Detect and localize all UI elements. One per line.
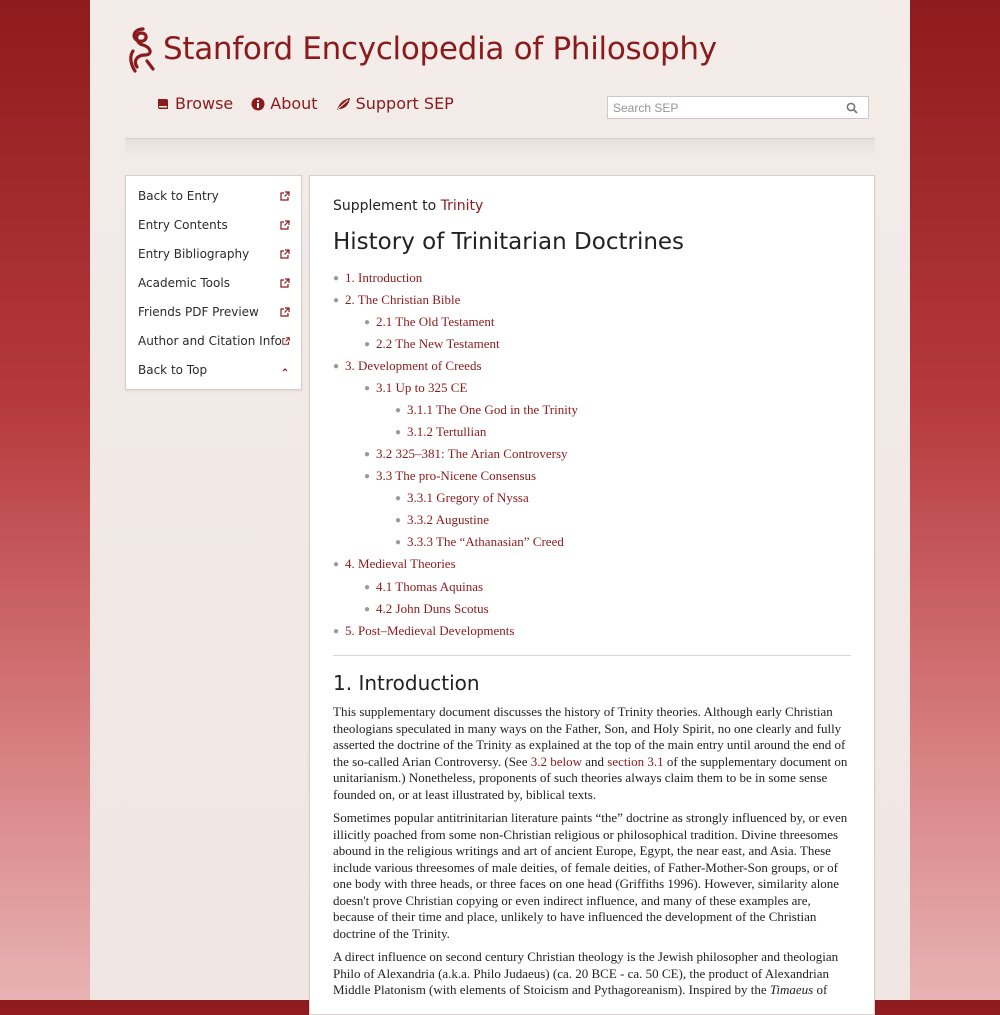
- toc-link[interactable]: [395, 512, 489, 528]
- sidebar-item-label: Entry Bibliography: [138, 247, 250, 261]
- toc-bullet: ●: [395, 427, 402, 438]
- toc-link-text: 3. Development of Creeds: [345, 358, 482, 373]
- book-icon: [156, 97, 170, 111]
- section-3-1-link[interactable]: section 3.1: [607, 753, 664, 769]
- toc-link-text: 3.1 Up to 325 CE: [376, 380, 468, 395]
- toc-link-text: 5. Post–Medieval Developments: [345, 623, 515, 638]
- toc-bullet: ●: [333, 361, 340, 372]
- external-link-icon: [280, 249, 290, 259]
- sidebar-item-author-citation-info[interactable]: [138, 331, 290, 351]
- toc-bullet: ●: [395, 405, 402, 416]
- caret-up-icon: [280, 365, 290, 375]
- toc-link[interactable]: [364, 446, 568, 462]
- external-link-icon: [280, 307, 290, 317]
- toc-link-text: 3.2 325–381: The Arian Controversy: [376, 446, 568, 461]
- about-nav-button[interactable]: [251, 94, 317, 113]
- toc-link-text: 3.3.3 The “Athanasian” Creed: [407, 534, 564, 549]
- toc-link-text: 4. Medieval Theories: [345, 556, 456, 571]
- paragraph-text: A direct influence on second century Christian theology is the Jewish philosopher and theologian Philo of Alexandria (a.k.a. Philo Judaeus) (ca. 20 BCE - ca. 50 CE), the product of Alexandrian Middle Platonism (with elements of Stoicism and Pythagoreanism). Inspired by the: [333, 949, 839, 997]
- external-link-icon: [280, 278, 290, 288]
- trinity-link[interactable]: Trinity: [440, 198, 484, 214]
- toc-link-text: 1. Introduction: [345, 270, 423, 285]
- section-heading: 1. Introduction: [333, 671, 480, 695]
- support-label: Support SEP: [355, 94, 454, 113]
- toc-link[interactable]: [333, 292, 460, 308]
- sidebar-item-label: Entry Contents: [138, 218, 228, 232]
- toc-bullet: ●: [333, 559, 340, 570]
- toc-link-text: 3.1.2 Tertullian: [407, 424, 487, 439]
- toc-link[interactable]: [395, 534, 564, 550]
- sidebar-item-label: Back to Top: [138, 363, 208, 377]
- about-label: About: [270, 94, 318, 113]
- toc-bullet: ●: [333, 626, 340, 637]
- paragraph-text: of the supplementary document on unitarianism.) Nonetheless, proponents of such theories always claim them to be in some sense founded on, or at least illustrated by, biblical texts.: [333, 753, 848, 802]
- paragraph: Sometimes popular antitrinitarian literature paints “the” doctrine as strongly influenced by, or even illicitly poached from some non-Christian religious or philosophical tradition. Divine threesomes abound in the religious writings and art of ancient Europe, Egypt, the near east, and Asia. These include various threesomes of male deities, of female deities, of Father-Mother-Son groups, or of one body with three heads, or three faces on one head (Griffiths 1996). However, similarity alone doesn't prove Christian copying or even indirect influence, and many of these examples are, because of their time and place, unlikely to have influenced the development of the Christian doctrine of the Trinity.: [333, 810, 848, 941]
- toc-bullet: ●: [364, 604, 371, 615]
- emphasis-text: Timaeus: [769, 982, 814, 997]
- sidebar-item-back-to-top[interactable]: [138, 360, 290, 380]
- toc-link[interactable]: [395, 490, 529, 506]
- toc-link-text: 2. The Christian Bible: [345, 292, 461, 307]
- paragraph: [333, 949, 853, 999]
- toc-bullet: ●: [395, 515, 402, 526]
- toc-link[interactable]: [364, 380, 467, 396]
- section-3-2-link[interactable]: 3.2 below: [530, 753, 582, 769]
- paragraph-text: This supplementary document discusses the history of Trinity theories. Although early Christian theologians speculated in many ways on the Father, Son, and Holy Spirit, no one clearly and fully asserted the doctrine of the Trinity as explained at the top of the main entry until around the end of the so-called Arian Controversy. (See: [333, 704, 846, 769]
- page-container: [90, 0, 910, 1000]
- header-shadow: [125, 139, 875, 157]
- sidebar-item-academic-tools[interactable]: [138, 273, 290, 293]
- toc-link[interactable]: [364, 336, 500, 352]
- sidebar: [125, 175, 302, 390]
- toc-link[interactable]: [395, 424, 486, 440]
- support-nav-button[interactable]: [336, 94, 454, 113]
- site-title[interactable]: Stanford Encyclopedia of Philosophy: [163, 31, 717, 67]
- toc-link[interactable]: [364, 314, 495, 330]
- sidebar-item-entry-contents[interactable]: [138, 215, 290, 235]
- paragraph-text: and: [582, 753, 608, 769]
- page-title: History of Trinitarian Doctrines: [333, 229, 685, 255]
- toc-bullet: ●: [395, 537, 402, 548]
- sidebar-item-label: Academic Tools: [138, 276, 230, 290]
- toc-link-text: 3.1.1 The One God in the Trinity: [407, 402, 578, 417]
- external-link-icon: [280, 191, 290, 201]
- toc-bullet: ●: [364, 383, 371, 394]
- toc-link[interactable]: [333, 556, 456, 572]
- search-box: [607, 96, 869, 119]
- toc-link-text: 2.1 The Old Testament: [376, 314, 495, 329]
- toc-link[interactable]: [395, 402, 578, 418]
- sidebar-item-friends-pdf-preview[interactable]: [138, 302, 290, 322]
- toc-link-text: 4.2 John Duns Scotus: [376, 601, 489, 616]
- toc-link[interactable]: [333, 358, 482, 374]
- toc-bullet: ●: [333, 295, 340, 306]
- toc-bullet: ●: [364, 339, 371, 350]
- toc-link[interactable]: [364, 579, 483, 595]
- supplement-line: [333, 198, 483, 214]
- info-circle-icon: [251, 97, 265, 111]
- paragraph-text: of: [813, 982, 828, 997]
- search-input[interactable]: [608, 97, 843, 118]
- toc-bullet: ●: [364, 471, 371, 482]
- toc-bullet: ●: [364, 317, 371, 328]
- sidebar-item-back-to-entry[interactable]: [138, 186, 290, 206]
- toc-link[interactable]: [333, 623, 514, 639]
- sidebar-item-label: Back to Entry: [138, 189, 219, 203]
- paragraph: [333, 704, 853, 803]
- toc-link[interactable]: [364, 601, 489, 617]
- sidebar-item-entry-bibliography[interactable]: [138, 244, 290, 264]
- toc-link-text: 3.3.2 Augustine: [407, 512, 490, 527]
- search-icon[interactable]: [846, 102, 858, 114]
- leaf-icon: [336, 97, 351, 111]
- toc-link[interactable]: [333, 270, 422, 286]
- toc-link-text: 3.3.1 Gregory of Nyssa: [407, 490, 529, 505]
- toc-bullet: ●: [364, 582, 371, 593]
- toc-link[interactable]: [364, 468, 536, 484]
- external-link-icon: [282, 336, 290, 346]
- toc-bullet: ●: [333, 273, 340, 284]
- browse-label: Browse: [175, 94, 234, 113]
- sidebar-item-label: Author and Citation Info: [138, 334, 282, 348]
- sep-logo-icon: [123, 25, 157, 73]
- supplement-prefix: Supplement to: [333, 198, 437, 214]
- toc-link-text: 2.2 The New Testament: [376, 336, 500, 351]
- toc-link-text: 3.3 The pro-Nicene Consensus: [376, 468, 537, 483]
- sidebar-item-label: Friends PDF Preview: [138, 305, 259, 319]
- main-nav: [156, 94, 454, 113]
- toc-bullet: ●: [364, 449, 371, 460]
- browse-nav-button[interactable]: [156, 94, 233, 113]
- section-divider: [333, 655, 851, 656]
- toc-link-text: 4.1 Thomas Aquinas: [376, 579, 484, 594]
- article-panel: [309, 175, 875, 1015]
- toc-bullet: ●: [395, 493, 402, 504]
- external-link-icon: [280, 220, 290, 230]
- site-header[interactable]: [123, 24, 717, 74]
